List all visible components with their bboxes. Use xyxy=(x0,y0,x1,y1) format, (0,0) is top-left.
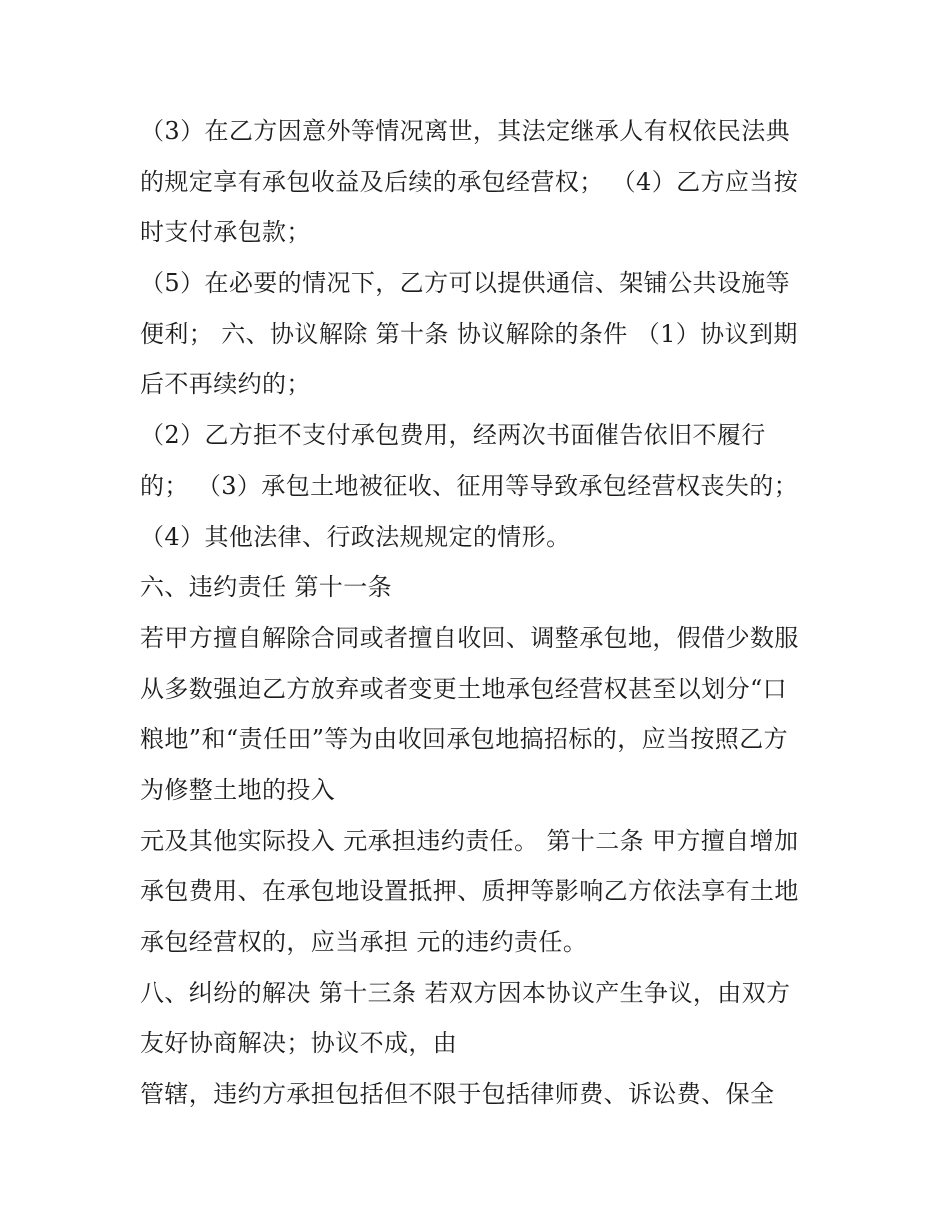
text-line: 粮地”和“责任田”等为由收回承包地搞招标的，应当按照乙方 xyxy=(140,725,789,754)
text-line: （2）乙方拒不支付承包费用，经两次书面催告依旧不履行 xyxy=(140,421,766,450)
text-line: 的规定享有承包收益及后续的承包经营权； （4）乙方应当按 xyxy=(140,167,799,196)
text-line: （4）其他法律、行政法规规定的情形。 xyxy=(140,522,571,551)
text-line: 便利； 六、协议解除 第十条 协议解除的条件 （1）协议到期 xyxy=(140,319,798,348)
text-line: 承包经营权的，应当承担 元的违约责任。 xyxy=(140,928,588,956)
text-line: 的； （3）承包土地被征收、征用等导致承包经营权丧失的； xyxy=(140,471,799,500)
text-line: 时支付承包款； xyxy=(140,218,311,247)
text-line: 管辖，违约方承担包括但不限于包括律师费、诉讼费、保全 xyxy=(140,1080,775,1109)
text-line: 为修整土地的投入 xyxy=(140,775,336,804)
text-line: 友好协商解决；协议不成，由 xyxy=(140,1029,458,1058)
text-line: 元及其他实际投入 元承担违约责任。 第十二条 甲方擅自增加 xyxy=(140,826,799,855)
text-line: 从多数强迫乙方放弃或者变更土地承包经营权甚至以划分“口 xyxy=(140,674,788,703)
section-heading: 六、违约责任 第十一条 xyxy=(140,573,393,602)
text-line: （3）在乙方因意外等情况离世，其法定继承人有权依民法典 xyxy=(140,117,791,145)
text-line: 若甲方擅自解除合同或者擅自收回、调整承包地，假借少数服 xyxy=(140,623,799,652)
text-line: 后不再续约的； xyxy=(140,370,311,399)
text-line: （5）在必要的情况下，乙方可以提供通信、架铺公共设施等 xyxy=(140,269,791,298)
text-line: 承包费用、在承包地设置抵押、质押等影响乙方依法享有土地 xyxy=(140,877,799,906)
text-line: 八、纠纷的解决 第十三条 若双方因本协议产生争议，由双方 xyxy=(140,978,791,1007)
document-body xyxy=(140,106,830,1120)
